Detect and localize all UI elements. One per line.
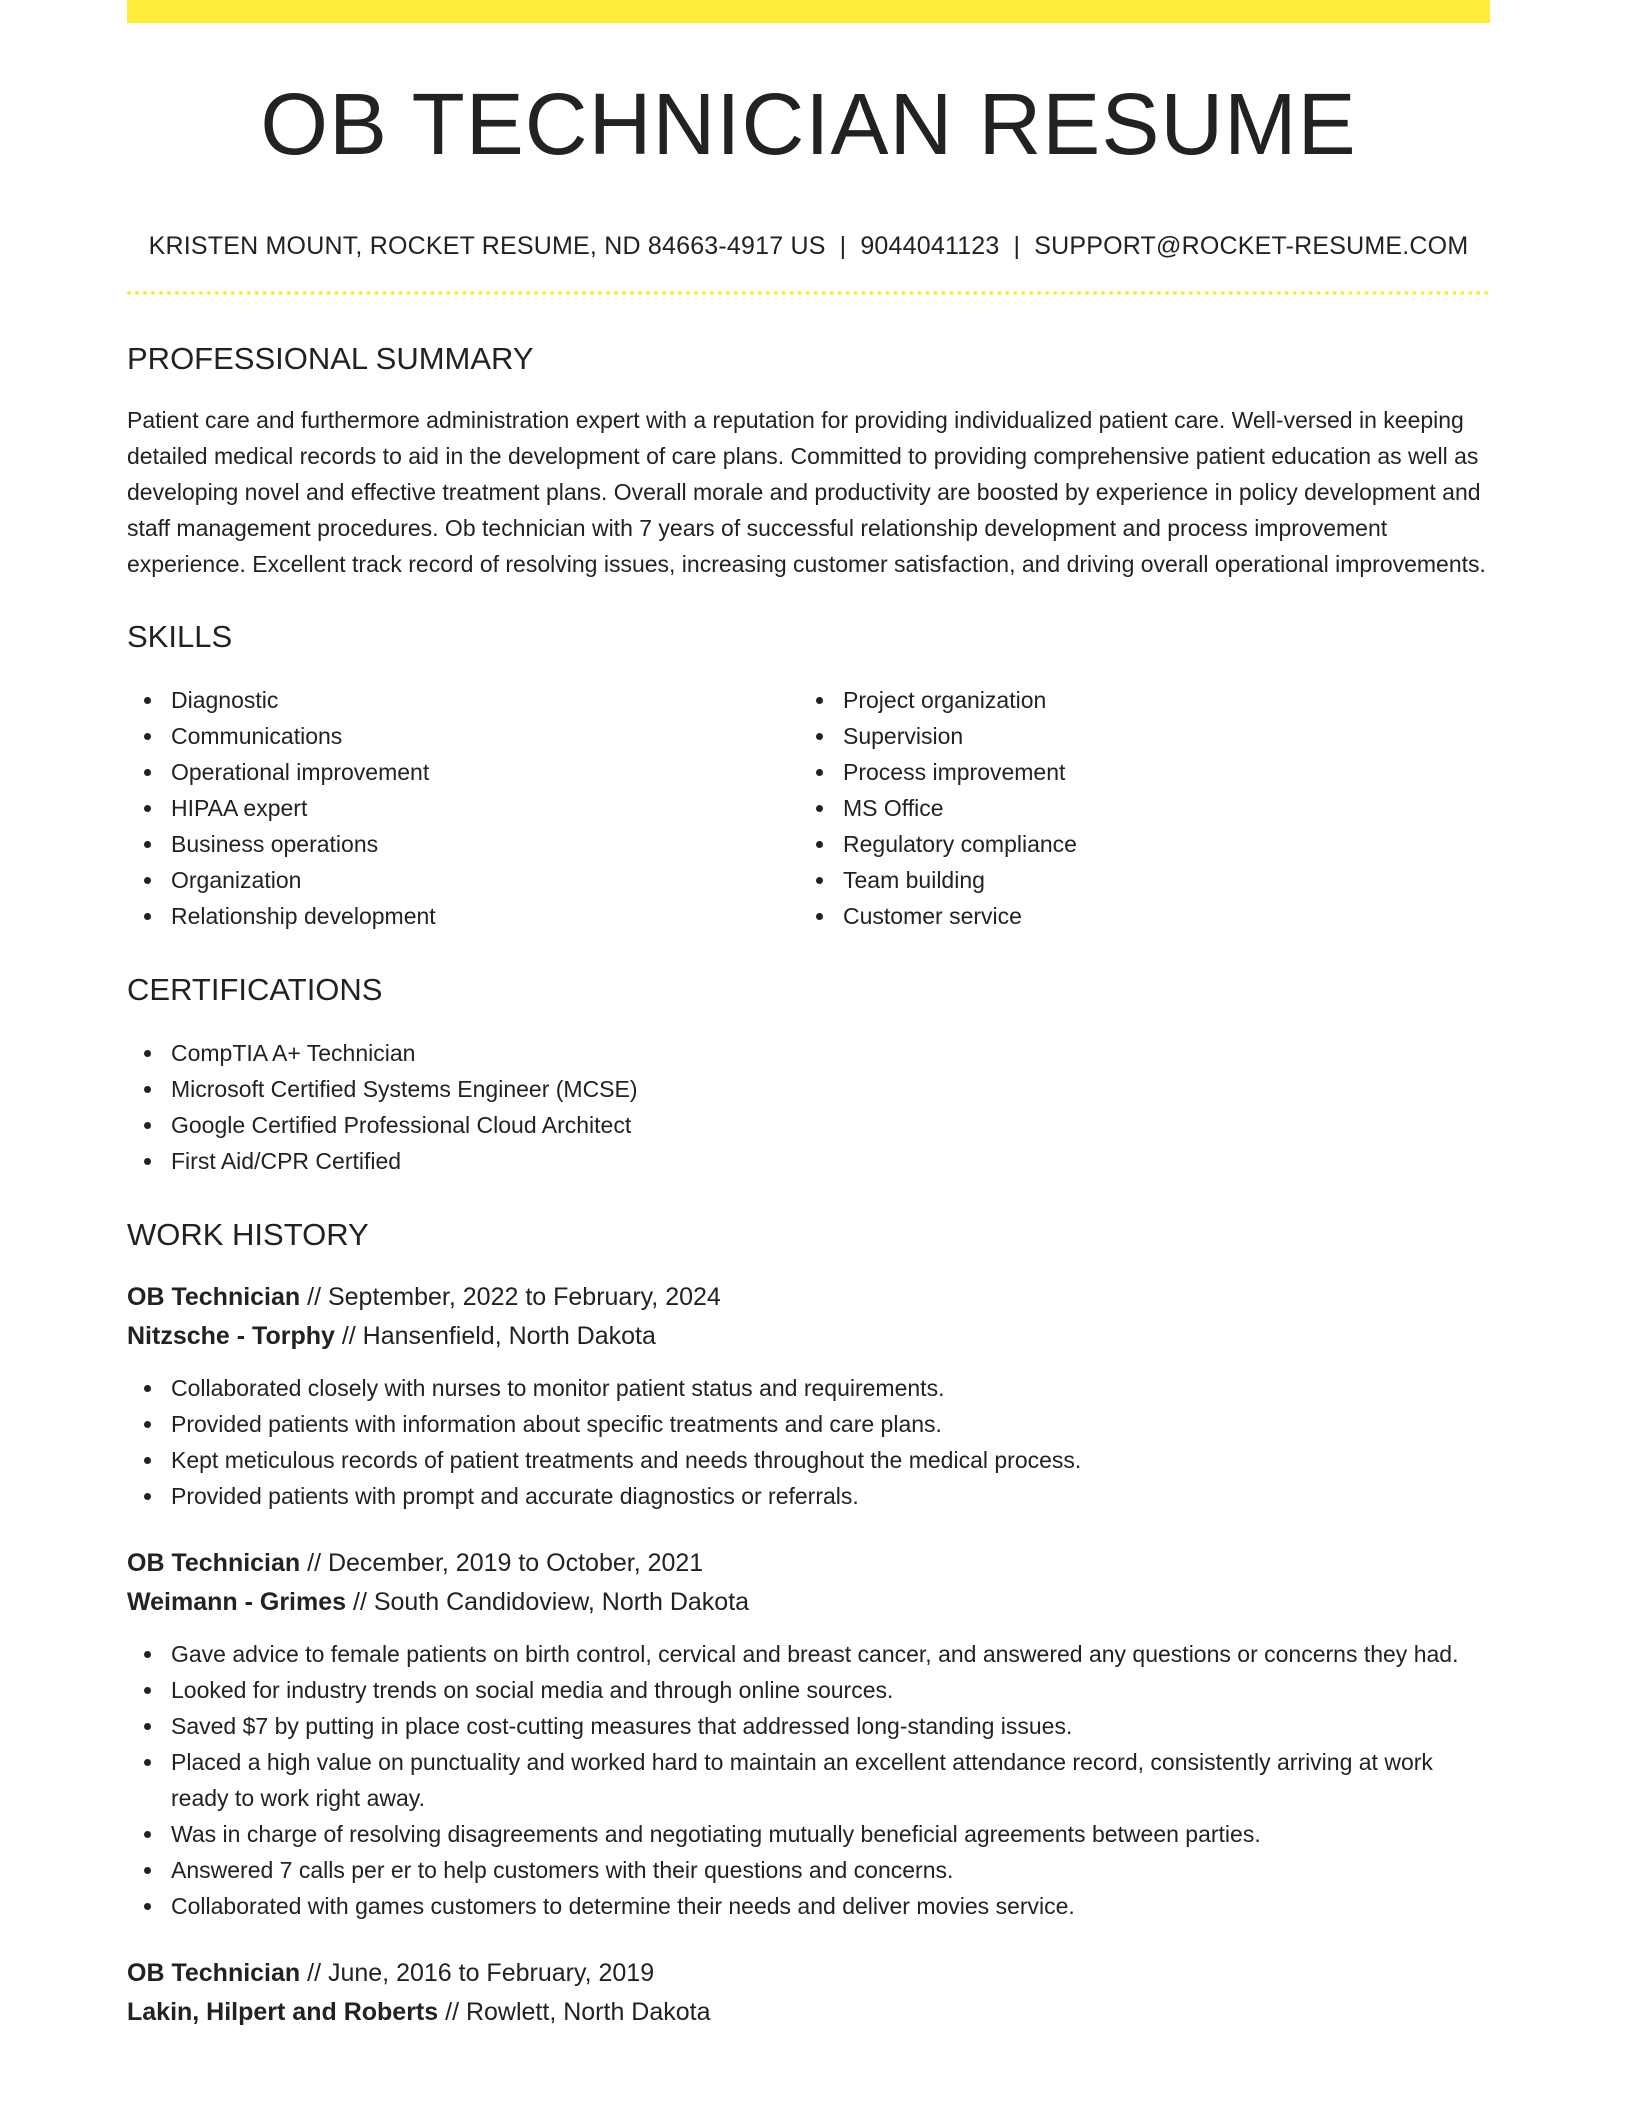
skill-item: HIPAA expert [127, 790, 799, 826]
job-entry [127, 1544, 1490, 1924]
contact-separator: | [1013, 232, 1021, 260]
job-duties-list [127, 1370, 1490, 1514]
skills-list-right [799, 682, 1471, 934]
job-entry [127, 1954, 1490, 2032]
job-duty-item: Placed a high value on punctuality and worked hard to maintain an excellent attendance record, consistently arriving at work ready to work right away. [127, 1744, 1490, 1816]
skill-item: Business operations [127, 826, 799, 862]
resume-title: OB TECHNICIAN RESUME [260, 76, 1357, 173]
skills-list-left [127, 682, 799, 934]
job-duty-item: Provided patients with prompt and accurate diagnostics or referrals. [127, 1478, 1490, 1514]
skill-item: Diagnostic [127, 682, 799, 718]
skill-item: Team building [799, 862, 1471, 898]
skills-heading: SKILLS [127, 619, 233, 654]
job-duty-item: Was in charge of resolving disagreements and negotiating mutually beneficial agreements between parties. [127, 1816, 1490, 1852]
job-company: Lakin, Hilpert and Roberts [127, 1998, 439, 2026]
contact-address: KRISTEN MOUNT, ROCKET RESUME, ND 84663-4917 US [148, 232, 826, 260]
job-company: Nitzsche - Torphy [127, 1322, 335, 1350]
certification-item: CompTIA A+ Technician [127, 1035, 1490, 1071]
skill-item: Operational improvement [127, 754, 799, 790]
job-title: OB Technician [127, 1283, 301, 1311]
summary-text: Patient care and furthermore administration expert with a reputation for providing individualized patient care. Well-versed in keeping detailed medical records to aid in the development of care plans. Committed to providing comprehensive patient education as well as developing novel and effective treatment plans. Overall morale and productivity are boosted by experience in policy development and staff management procedures. Ob technician with 7 years of successful relationship development and process improvement experience. Excellent track record of resolving issues, increasing customer satisfaction, and driving overall operational improvements. [127, 407, 1486, 577]
contact-line [127, 232, 1490, 261]
certifications-heading: CERTIFICATIONS [127, 972, 383, 1007]
skill-item: Communications [127, 718, 799, 754]
job-title: OB Technician [127, 1959, 301, 1987]
job-duty-item: Collaborated closely with nurses to monitor patient status and requirements. [127, 1370, 1490, 1406]
job-duty-item: Saved $7 by putting in place cost-cutting measures that addressed long-standing issues. [127, 1708, 1490, 1744]
skill-item: Regulatory compliance [799, 826, 1471, 862]
job-company-line [127, 1317, 1490, 1356]
skill-item: Organization [127, 862, 799, 898]
job-duty-item: Gave advice to female patients on birth control, cervical and breast cancer, and answered any questions or concerns they had. [127, 1636, 1490, 1672]
work-history-heading: WORK HISTORY [127, 1217, 369, 1252]
job-dates: // June, 2016 to February, 2019 [300, 1959, 655, 1987]
job-location: // Rowlett, North Dakota [438, 1998, 711, 2026]
job-title: OB Technician [127, 1549, 301, 1577]
accent-bar [127, 0, 1490, 23]
resume-page [127, 0, 1490, 2032]
job-title-line [127, 1544, 1490, 1583]
job-duty-item: Provided patients with information about specific treatments and care plans. [127, 1406, 1490, 1442]
certification-item: Microsoft Certified Systems Engineer (MCSE) [127, 1071, 1490, 1107]
dotted-divider [127, 291, 1490, 295]
job-location: // South Candidoview, North Dakota [346, 1588, 750, 1616]
job-duty-item: Looked for industry trends on social media and through online sources. [127, 1672, 1490, 1708]
summary-heading: PROFESSIONAL SUMMARY [127, 341, 534, 376]
job-company-line [127, 1993, 1490, 2032]
skill-item: Supervision [799, 718, 1471, 754]
skill-item: MS Office [799, 790, 1471, 826]
contact-email: SUPPORT@ROCKET-RESUME.COM [1034, 232, 1469, 260]
skill-item: Process improvement [799, 754, 1471, 790]
certification-item: First Aid/CPR Certified [127, 1143, 1490, 1179]
skills-columns [127, 682, 1490, 934]
contact-separator: | [839, 232, 847, 260]
job-duty-item: Kept meticulous records of patient treatments and needs throughout the medical process. [127, 1442, 1490, 1478]
job-location: // Hansenfield, North Dakota [334, 1322, 656, 1350]
job-duties-list [127, 1636, 1490, 1924]
job-title-line [127, 1954, 1490, 1993]
skill-item: Relationship development [127, 898, 799, 934]
skill-item: Project organization [799, 682, 1471, 718]
job-entry [127, 1278, 1490, 1514]
certifications-list [127, 1035, 1490, 1179]
certification-item: Google Certified Professional Cloud Architect [127, 1107, 1490, 1143]
job-dates: // September, 2022 to February, 2024 [300, 1283, 721, 1311]
job-duty-item: Collaborated with games customers to determine their needs and deliver movies service. [127, 1888, 1490, 1924]
job-duty-item: Answered 7 calls per er to help customers with their questions and concerns. [127, 1852, 1490, 1888]
job-title-line [127, 1278, 1490, 1317]
job-company-line [127, 1583, 1490, 1622]
skill-item: Customer service [799, 898, 1471, 934]
job-dates: // December, 2019 to October, 2021 [300, 1549, 704, 1577]
job-company: Weimann - Grimes [127, 1588, 347, 1616]
contact-phone: 9044041123 [860, 232, 1000, 260]
